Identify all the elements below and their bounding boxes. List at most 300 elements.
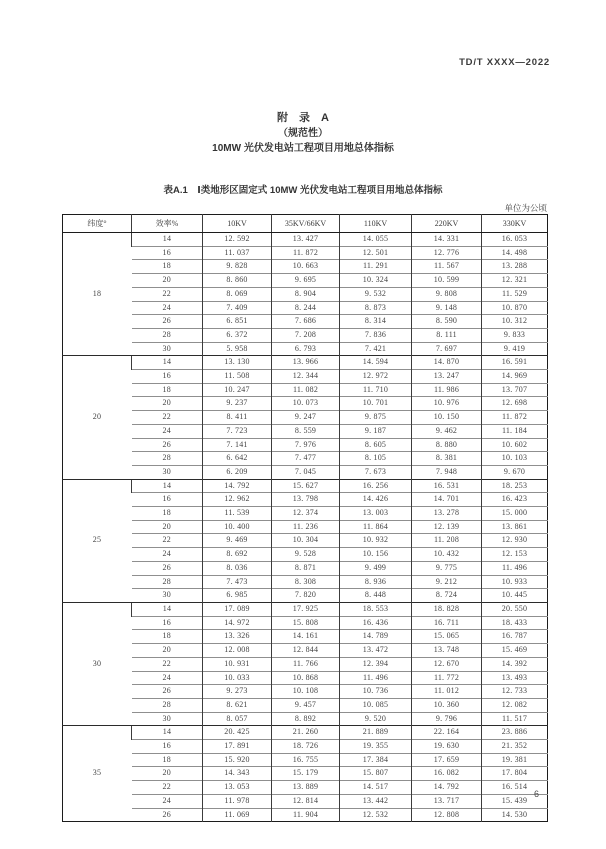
efficiency-cell: 14 [132, 479, 203, 493]
value-cell: 17. 804 [482, 767, 548, 781]
value-cell: 11. 208 [412, 534, 482, 548]
efficiency-cell: 18 [132, 507, 203, 521]
efficiency-cell: 26 [132, 685, 203, 699]
value-cell: 13. 278 [412, 507, 482, 521]
value-cell: 13. 493 [482, 671, 548, 685]
value-cell: 8. 590 [412, 315, 482, 329]
table-row [63, 246, 548, 260]
value-cell: 18. 253 [482, 479, 548, 493]
value-cell: 6. 793 [272, 342, 340, 356]
value-cell: 12. 670 [412, 657, 482, 671]
table-row [63, 452, 548, 466]
standard-code: TD/T XXXX—2022 [459, 57, 550, 68]
column-header: 220KV [412, 215, 482, 233]
table-row [63, 465, 548, 479]
value-cell: 7. 421 [340, 342, 412, 356]
table-row [63, 548, 548, 562]
value-cell: 15. 807 [340, 767, 412, 781]
value-cell: 13. 130 [203, 356, 272, 370]
efficiency-cell: 14 [132, 602, 203, 616]
appendix-title: 附 录 A [277, 112, 329, 124]
value-cell: 9. 457 [272, 698, 340, 712]
table-row [63, 685, 548, 699]
value-cell: 11. 710 [340, 383, 412, 397]
value-cell: 7. 045 [272, 465, 340, 479]
efficiency-cell: 22 [132, 534, 203, 548]
value-cell: 17. 925 [272, 602, 340, 616]
value-cell: 10. 360 [412, 698, 482, 712]
value-cell: 15. 000 [482, 507, 548, 521]
table-row [63, 274, 548, 288]
table-row [63, 301, 548, 315]
value-cell: 7. 948 [412, 465, 482, 479]
value-cell: 10. 602 [482, 438, 548, 452]
value-cell: 10. 073 [272, 397, 340, 411]
value-cell: 16. 256 [340, 479, 412, 493]
value-cell: 11. 567 [412, 260, 482, 274]
value-cell: 9. 828 [203, 260, 272, 274]
efficiency-cell: 24 [132, 671, 203, 685]
table-row [63, 370, 548, 384]
table-row [63, 520, 548, 534]
table-caption: 表A.1 Ⅰ类地形区固定式 10MW 光伏发电站工程项目用地总体指标 [163, 185, 443, 196]
value-cell: 16. 514 [482, 781, 548, 795]
table-row [63, 781, 548, 795]
table-row [63, 753, 548, 767]
value-cell: 11. 986 [412, 383, 482, 397]
value-cell: 17. 089 [203, 602, 272, 616]
value-cell: 8. 873 [340, 301, 412, 315]
value-cell: 15. 469 [482, 644, 548, 658]
table-row [63, 534, 548, 548]
value-cell: 10. 932 [340, 534, 412, 548]
value-cell: 18. 433 [482, 616, 548, 630]
table-row [63, 424, 548, 438]
value-cell: 8. 880 [412, 438, 482, 452]
value-cell: 11. 037 [203, 246, 272, 260]
efficiency-cell: 14 [132, 726, 203, 740]
table-row [63, 493, 548, 507]
table-row [63, 644, 548, 658]
efficiency-cell: 18 [132, 383, 203, 397]
value-cell: 19. 381 [482, 753, 548, 767]
table-row [63, 657, 548, 671]
efficiency-cell: 14 [132, 233, 203, 247]
value-cell: 21. 352 [482, 740, 548, 754]
value-cell: 23. 886 [482, 726, 548, 740]
table-row [63, 397, 548, 411]
value-cell: 12. 344 [272, 370, 340, 384]
table-row [63, 575, 548, 589]
latitude-cell: 18 [92, 288, 102, 298]
table-row [63, 287, 548, 301]
table-row [63, 233, 548, 247]
value-cell: 11. 772 [412, 671, 482, 685]
efficiency-cell: 18 [132, 260, 203, 274]
value-cell: 11. 082 [272, 383, 340, 397]
value-cell: 9. 187 [340, 424, 412, 438]
value-cell: 10. 156 [340, 548, 412, 562]
value-cell: 13. 861 [482, 520, 548, 534]
value-cell: 12. 972 [340, 370, 412, 384]
table-row [63, 808, 548, 822]
value-cell: 16. 787 [482, 630, 548, 644]
value-cell: 8. 057 [203, 712, 272, 726]
efficiency-cell: 30 [132, 342, 203, 356]
efficiency-cell: 16 [132, 370, 203, 384]
value-cell: 20. 425 [203, 726, 272, 740]
value-cell: 8. 111 [412, 328, 482, 342]
value-cell: 8. 621 [203, 698, 272, 712]
value-cell: 13. 966 [272, 356, 340, 370]
value-cell: 7. 477 [272, 452, 340, 466]
value-cell: 13. 288 [482, 260, 548, 274]
value-cell: 9. 462 [412, 424, 482, 438]
value-cell: 7. 473 [203, 575, 272, 589]
value-cell: 13. 427 [272, 233, 340, 247]
value-cell: 14. 972 [203, 616, 272, 630]
table-row [63, 507, 548, 521]
land-use-indicator-table [62, 214, 548, 822]
efficiency-cell: 20 [132, 767, 203, 781]
table-row [63, 383, 548, 397]
value-cell: 11. 872 [272, 246, 340, 260]
table-row [63, 342, 548, 356]
value-cell: 9. 528 [272, 548, 340, 562]
value-cell: 14. 530 [482, 808, 548, 822]
value-cell: 12. 008 [203, 644, 272, 658]
value-cell: 15. 065 [412, 630, 482, 644]
efficiency-cell: 24 [132, 548, 203, 562]
value-cell: 8. 308 [272, 575, 340, 589]
value-cell: 7. 409 [203, 301, 272, 315]
value-cell: 10. 150 [412, 411, 482, 425]
efficiency-cell: 22 [132, 411, 203, 425]
value-cell: 9. 237 [203, 397, 272, 411]
value-cell: 19. 355 [340, 740, 412, 754]
value-cell: 13. 717 [412, 794, 482, 808]
value-cell: 9. 469 [203, 534, 272, 548]
value-cell: 12. 139 [412, 520, 482, 534]
value-cell: 19. 630 [412, 740, 482, 754]
column-header: 10KV [203, 215, 272, 233]
efficiency-cell: 28 [132, 575, 203, 589]
value-cell: 9. 532 [340, 287, 412, 301]
efficiency-cell: 18 [132, 630, 203, 644]
latitude-cell: 20 [63, 356, 132, 479]
value-cell: 10. 663 [272, 260, 340, 274]
efficiency-cell: 30 [132, 465, 203, 479]
value-cell: 11. 184 [482, 424, 548, 438]
efficiency-cell: 26 [132, 438, 203, 452]
value-cell: 10. 432 [412, 548, 482, 562]
value-cell: 8. 904 [272, 287, 340, 301]
value-cell: 6. 851 [203, 315, 272, 329]
value-cell: 12. 153 [482, 548, 548, 562]
table-row [63, 602, 548, 616]
table-row [63, 767, 548, 781]
value-cell: 7. 673 [340, 465, 412, 479]
table-row [63, 740, 548, 754]
table-row [63, 712, 548, 726]
latitude-cell: 30 [63, 602, 132, 725]
value-cell: 18. 726 [272, 740, 340, 754]
value-cell: 11. 496 [482, 561, 548, 575]
efficiency-cell: 24 [132, 794, 203, 808]
column-header: 110KV [340, 215, 412, 233]
value-cell: 8. 411 [203, 411, 272, 425]
value-cell: 10. 304 [272, 534, 340, 548]
value-cell: 17. 384 [340, 753, 412, 767]
value-cell: 11. 012 [412, 685, 482, 699]
efficiency-cell: 18 [132, 753, 203, 767]
value-cell: 7. 836 [340, 328, 412, 342]
value-cell: 12. 698 [482, 397, 548, 411]
table-row [63, 561, 548, 575]
value-cell: 21. 260 [272, 726, 340, 740]
value-cell: 8. 605 [340, 438, 412, 452]
table-row [63, 315, 548, 329]
table-row [63, 260, 548, 274]
value-cell: 12. 501 [340, 246, 412, 260]
value-cell: 8. 692 [203, 548, 272, 562]
table-row [63, 616, 548, 630]
value-cell: 12. 776 [412, 246, 482, 260]
table-row [63, 698, 548, 712]
value-cell: 11. 496 [340, 671, 412, 685]
table-row [63, 671, 548, 685]
efficiency-cell: 26 [132, 808, 203, 822]
efficiency-cell: 22 [132, 781, 203, 795]
value-cell: 7. 686 [272, 315, 340, 329]
value-cell: 12. 844 [272, 644, 340, 658]
value-cell: 11. 069 [203, 808, 272, 822]
efficiency-cell: 14 [132, 356, 203, 370]
value-cell: 13. 003 [340, 507, 412, 521]
value-cell: 9. 419 [482, 342, 548, 356]
value-cell: 10. 445 [482, 589, 548, 603]
value-cell: 7. 723 [203, 424, 272, 438]
table-header [63, 215, 548, 233]
value-cell: 16. 436 [340, 616, 412, 630]
latitude-cell: 25 [63, 479, 132, 602]
column-header: 纬度° [63, 215, 132, 233]
value-cell: 15. 627 [272, 479, 340, 493]
value-cell: 7. 141 [203, 438, 272, 452]
value-cell: 12. 082 [482, 698, 548, 712]
value-cell: 14. 701 [412, 493, 482, 507]
value-cell: 8. 724 [412, 589, 482, 603]
value-cell: 15. 179 [272, 767, 340, 781]
value-cell: 12. 808 [412, 808, 482, 822]
value-cell: 14. 055 [340, 233, 412, 247]
efficiency-cell: 26 [132, 315, 203, 329]
efficiency-cell: 16 [132, 740, 203, 754]
appendix-normative-label: （规范性） [278, 128, 328, 139]
value-cell: 14. 789 [340, 630, 412, 644]
header-row [63, 215, 548, 233]
value-cell: 10. 701 [340, 397, 412, 411]
value-cell: 8. 105 [340, 452, 412, 466]
value-cell: 14. 161 [272, 630, 340, 644]
value-cell: 12. 592 [203, 233, 272, 247]
value-cell: 10. 108 [272, 685, 340, 699]
value-cell: 15. 920 [203, 753, 272, 767]
value-cell: 14. 331 [412, 233, 482, 247]
value-cell: 13. 247 [412, 370, 482, 384]
page-number: 6 [534, 789, 540, 799]
value-cell: 12. 930 [482, 534, 548, 548]
value-cell: 11. 539 [203, 507, 272, 521]
value-cell: 14. 343 [203, 767, 272, 781]
appendix-heading: 10MW 光伏发电站工程项目用地总体指标 [212, 143, 394, 154]
value-cell: 14. 969 [482, 370, 548, 384]
table-row [63, 726, 548, 740]
efficiency-cell: 24 [132, 424, 203, 438]
value-cell: 20. 550 [482, 602, 548, 616]
efficiency-cell: 26 [132, 561, 203, 575]
value-cell: 8. 936 [340, 575, 412, 589]
value-cell: 9. 833 [482, 328, 548, 342]
value-cell: 8. 860 [203, 274, 272, 288]
value-cell: 9. 796 [412, 712, 482, 726]
efficiency-cell: 30 [132, 589, 203, 603]
value-cell: 10. 976 [412, 397, 482, 411]
value-cell: 9. 695 [272, 274, 340, 288]
value-cell: 11. 508 [203, 370, 272, 384]
value-cell: 12. 532 [340, 808, 412, 822]
value-cell: 12. 321 [482, 274, 548, 288]
value-cell: 18. 553 [340, 602, 412, 616]
value-cell: 10. 400 [203, 520, 272, 534]
value-cell: 9. 520 [340, 712, 412, 726]
value-cell: 16. 755 [272, 753, 340, 767]
efficiency-cell: 28 [132, 698, 203, 712]
value-cell: 13. 707 [482, 383, 548, 397]
table-row [63, 356, 548, 370]
value-cell: 12. 733 [482, 685, 548, 699]
value-cell: 12. 814 [272, 794, 340, 808]
efficiency-cell: 16 [132, 246, 203, 260]
table-row [63, 589, 548, 603]
value-cell: 8. 448 [340, 589, 412, 603]
value-cell: 8. 036 [203, 561, 272, 575]
value-cell: 13. 889 [272, 781, 340, 795]
value-cell: 10. 931 [203, 657, 272, 671]
efficiency-cell: 20 [132, 397, 203, 411]
value-cell: 15. 439 [482, 794, 548, 808]
value-cell: 8. 244 [272, 301, 340, 315]
value-cell: 10. 033 [203, 671, 272, 685]
value-cell: 6. 372 [203, 328, 272, 342]
value-cell: 16. 591 [482, 356, 548, 370]
efficiency-cell: 20 [132, 274, 203, 288]
value-cell: 9. 808 [412, 287, 482, 301]
value-cell: 13. 472 [340, 644, 412, 658]
efficiency-cell: 20 [132, 520, 203, 534]
value-cell: 11. 864 [340, 520, 412, 534]
value-cell: 7. 697 [412, 342, 482, 356]
value-cell: 17. 891 [203, 740, 272, 754]
efficiency-cell: 24 [132, 301, 203, 315]
value-cell: 9. 148 [412, 301, 482, 315]
value-cell: 13. 326 [203, 630, 272, 644]
value-cell: 10. 599 [412, 274, 482, 288]
value-cell: 14. 498 [482, 246, 548, 260]
value-cell: 9. 499 [340, 561, 412, 575]
value-cell: 11. 766 [272, 657, 340, 671]
table-row [63, 794, 548, 808]
value-cell: 13. 053 [203, 781, 272, 795]
efficiency-cell: 20 [132, 644, 203, 658]
value-cell: 18. 828 [412, 602, 482, 616]
value-cell: 16. 711 [412, 616, 482, 630]
value-cell: 6. 642 [203, 452, 272, 466]
value-cell: 14. 517 [340, 781, 412, 795]
value-cell: 9. 212 [412, 575, 482, 589]
table-row [63, 479, 548, 493]
column-header: 35KV/66KV [272, 215, 340, 233]
value-cell: 10. 085 [340, 698, 412, 712]
value-cell: 16. 423 [482, 493, 548, 507]
efficiency-cell: 16 [132, 493, 203, 507]
efficiency-cell: 16 [132, 616, 203, 630]
column-header: 效率% [132, 215, 203, 233]
value-cell: 14. 792 [412, 781, 482, 795]
value-cell: 12. 374 [272, 507, 340, 521]
value-cell: 9. 273 [203, 685, 272, 699]
unit-note: 单位为公顷 [504, 203, 547, 213]
value-cell: 14. 392 [482, 657, 548, 671]
value-cell: 10. 247 [203, 383, 272, 397]
table-body [63, 233, 548, 822]
value-cell: 16. 531 [412, 479, 482, 493]
table-row [63, 630, 548, 644]
value-cell: 9. 875 [340, 411, 412, 425]
table-row [63, 411, 548, 425]
value-cell: 17. 659 [412, 753, 482, 767]
latitude-cell: 35 [63, 726, 132, 822]
value-cell: 10. 103 [482, 452, 548, 466]
value-cell: 9. 247 [272, 411, 340, 425]
value-cell: 22. 164 [412, 726, 482, 740]
value-cell: 5. 958 [203, 342, 272, 356]
value-cell: 14. 870 [412, 356, 482, 370]
value-cell: 12. 962 [203, 493, 272, 507]
value-cell: 10. 324 [340, 274, 412, 288]
value-cell: 8. 381 [412, 452, 482, 466]
efficiency-cell: 28 [132, 452, 203, 466]
column-header: 330KV [482, 215, 548, 233]
value-cell: 10. 736 [340, 685, 412, 699]
value-cell: 7. 976 [272, 438, 340, 452]
value-cell: 16. 053 [482, 233, 548, 247]
value-cell: 12. 394 [340, 657, 412, 671]
value-cell: 10. 868 [272, 671, 340, 685]
value-cell: 14. 792 [203, 479, 272, 493]
value-cell: 10. 933 [482, 575, 548, 589]
value-cell: 15. 808 [272, 616, 340, 630]
value-cell: 11. 517 [482, 712, 548, 726]
value-cell: 11. 872 [482, 411, 548, 425]
value-cell: 14. 594 [340, 356, 412, 370]
value-cell: 14. 426 [340, 493, 412, 507]
value-cell: 8. 559 [272, 424, 340, 438]
value-cell: 6. 209 [203, 465, 272, 479]
value-cell: 10. 312 [482, 315, 548, 329]
value-cell: 13. 748 [412, 644, 482, 658]
value-cell: 11. 291 [340, 260, 412, 274]
